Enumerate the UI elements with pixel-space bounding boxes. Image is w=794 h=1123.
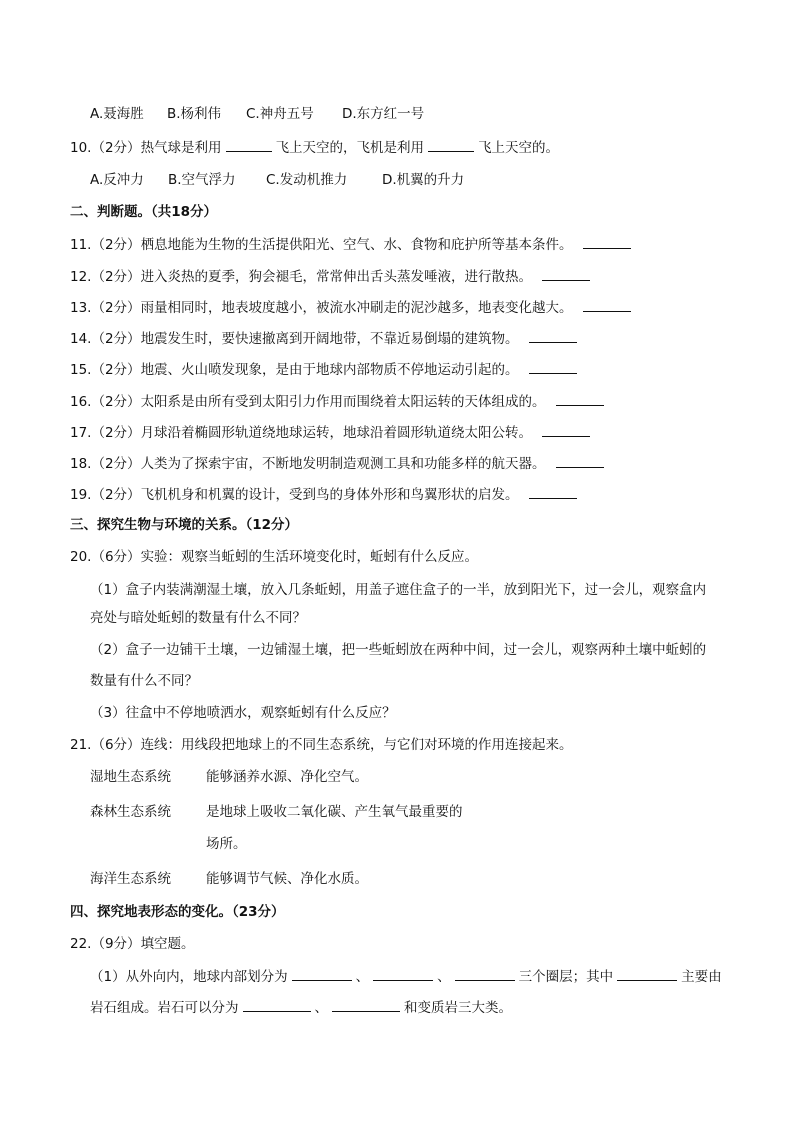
judgment-11 xyxy=(70,234,635,255)
judgment-15 xyxy=(70,359,581,380)
judgment-answer-blank[interactable] xyxy=(529,328,577,343)
judgment-12 xyxy=(70,266,594,287)
q22-separator: 、 xyxy=(437,969,451,985)
judgment-text: 人类为了探索宇宙，不断地发明制造观测工具和功能多样的航天器。 xyxy=(140,456,546,472)
judgment-number: 14.（2分） xyxy=(70,331,141,347)
judgment-16 xyxy=(70,391,608,412)
judgment-number: 12.（2分） xyxy=(70,269,141,285)
judgment-text: 太阳系是由所有受到太阳引力作用而围绕着太阳运转的天体组成的。 xyxy=(140,394,546,410)
q21-function-label[interactable]: 能够涵养水源、净化空气。 xyxy=(206,769,368,785)
q21-function-label[interactable]: 能够调节气候、净化水质。 xyxy=(206,871,368,887)
judgment-text: 地震发生时，要快速撤离到开阔地带，不靠近易倒塌的建筑物。 xyxy=(140,331,519,347)
q22-part-1-line-2 xyxy=(90,997,512,1018)
q22-text-e: 和变质岩三大类。 xyxy=(404,1000,512,1016)
judgment-text: 月球沿着椭圆形轨道绕地球运转，地球沿着圆形轨道绕太阳公转。 xyxy=(140,425,533,441)
judgment-answer-blank[interactable] xyxy=(529,484,577,499)
q10-option-d: D.机翼的升力 xyxy=(382,172,465,188)
judgment-text: 栖息地能为生物的生活提供阳光、空气、水、食物和庇护所等基本条件。 xyxy=(140,237,573,253)
q22-blank-rock-layer[interactable] xyxy=(617,966,677,981)
judgment-19 xyxy=(70,484,581,505)
judgment-number: 11.（2分） xyxy=(70,237,141,253)
judgment-text: 进入炎热的夏季，狗会褪毛，常常伸出舌头蒸发唾液，进行散热。 xyxy=(140,269,533,285)
q9-option-b: B.杨利伟 xyxy=(167,106,222,122)
q22-text-c: 主要由 xyxy=(681,969,722,985)
q10-question xyxy=(70,137,559,158)
q22-separator: 、 xyxy=(314,1000,328,1016)
q20-part-2-line-2: 数量有什么不同？ xyxy=(90,673,198,689)
judgment-number: 13.（2分） xyxy=(70,300,141,316)
q21-number: 21.（6分） xyxy=(70,737,141,753)
judgment-text: 飞机机身和机翼的设计，受到鸟的身体外形和鸟翼形状的启发。 xyxy=(140,487,519,503)
judgment-answer-blank[interactable] xyxy=(529,359,577,374)
judgment-18 xyxy=(70,453,608,474)
judgment-answer-blank[interactable] xyxy=(542,422,590,437)
judgment-14 xyxy=(70,328,581,349)
judgment-number: 17.（2分） xyxy=(70,425,141,441)
q20-part-3: （3）往盒中不停地喷洒水，观察蚯蚓有什么反应？ xyxy=(90,705,396,721)
q21-text: 连线：用线段把地球上的不同生态系统，与它们对环境的作用连接起来。 xyxy=(140,737,573,753)
judgment-number: 19.（2分） xyxy=(70,487,141,503)
q22-text-a: （1）从外向内，地球内部划分为 xyxy=(90,969,288,985)
q20-number: 20.（6分） xyxy=(70,549,141,565)
judgment-answer-blank[interactable] xyxy=(542,266,590,281)
q20-question xyxy=(70,547,478,567)
q22-text-b: 三个圈层；其中 xyxy=(518,969,614,985)
judgment-answer-blank[interactable] xyxy=(583,297,631,312)
q10-text-c: 飞上天空的。 xyxy=(478,140,560,156)
q10-text-b: 飞上天空的，飞机是利用 xyxy=(275,140,425,156)
q22-text-d: 岩石组成。岩石可以分为 xyxy=(90,1000,239,1016)
q20-part-1-line-1: （1）盒子内装满潮湿土壤，放入几条蚯蚓，用盖子遮住盒子的一半，放到阳光下，过一会儿，观察盒内 xyxy=(90,582,707,598)
q21-ecosystem-label[interactable]: 森林生态系统 xyxy=(90,804,171,820)
q10-blank-2[interactable] xyxy=(428,137,474,152)
q10-blank-1[interactable] xyxy=(226,137,272,152)
q22-blank-crust[interactable] xyxy=(292,966,352,981)
q20-part-1-line-2: 亮处与暗处蚯蚓的数量有什么不同？ xyxy=(90,610,306,626)
q9-option-a: A.聂海胜 xyxy=(90,106,144,122)
q20-text: 实验：观察当蚯蚓的生活环境变化时，蚯蚓有什么反应。 xyxy=(140,549,479,565)
judgment-answer-blank[interactable] xyxy=(583,234,631,249)
q22-question xyxy=(70,934,195,954)
q10-text-a: 热气球是利用 xyxy=(140,140,222,156)
judgment-text: 雨量相同时，地表坡度越小，被流水冲刷走的泥沙越多，地表变化越大。 xyxy=(140,300,573,316)
q22-blank-mantle[interactable] xyxy=(373,966,433,981)
q21-function-label[interactable]: 是地球上吸收二氧化碳、产生氧气最重要的 xyxy=(206,804,463,820)
judgment-13 xyxy=(70,297,635,318)
q21-function-label-cont: 场所。 xyxy=(206,836,247,852)
q22-number: 22.（9分） xyxy=(70,936,141,952)
q10-option-c: C.发动机推力 xyxy=(266,172,348,188)
q10-option-b: B.空气浮力 xyxy=(168,172,236,188)
section-3-title: 三、探究生物与环境的关系。（12分） xyxy=(70,517,299,533)
q9-option-d: D.东方红一号 xyxy=(342,106,425,122)
q20-part-2-line-1: （2）盒子一边铺干土壤，一边铺湿土壤，把一些蚯蚓放在两种中间，过一会儿，观察两种土壤中蚯蚓的 xyxy=(90,642,707,658)
q22-part-1-line-1 xyxy=(90,966,722,987)
q21-ecosystem-label[interactable]: 湿地生态系统 xyxy=(90,769,171,785)
q10-number: 10.（2分） xyxy=(70,140,141,156)
section-4-title: 四、探究地表形态的变化。（23分） xyxy=(70,904,285,920)
q22-separator: 、 xyxy=(355,969,370,985)
q22-text: 填空题。 xyxy=(140,936,195,952)
judgment-number: 18.（2分） xyxy=(70,456,141,472)
q21-question xyxy=(70,735,573,755)
judgment-text: 地震、火山喷发现象，是由于地球内部物质不停地运动引起的。 xyxy=(140,362,519,378)
q10-option-a: A.反冲力 xyxy=(90,172,144,188)
q21-ecosystem-label[interactable]: 海洋生态系统 xyxy=(90,871,171,887)
q22-blank-rock-type-2[interactable] xyxy=(332,997,400,1012)
q22-blank-rock-type-1[interactable] xyxy=(243,997,311,1012)
judgment-17 xyxy=(70,422,594,443)
judgment-number: 16.（2分） xyxy=(70,394,141,410)
judgment-number: 15.（2分） xyxy=(70,362,141,378)
q22-blank-core[interactable] xyxy=(455,966,515,981)
q9-option-c: C.神舟五号 xyxy=(246,106,314,122)
section-2-title: 二、判断题。（共18分） xyxy=(70,204,218,220)
judgment-answer-blank[interactable] xyxy=(556,391,604,406)
judgment-answer-blank[interactable] xyxy=(556,453,604,468)
